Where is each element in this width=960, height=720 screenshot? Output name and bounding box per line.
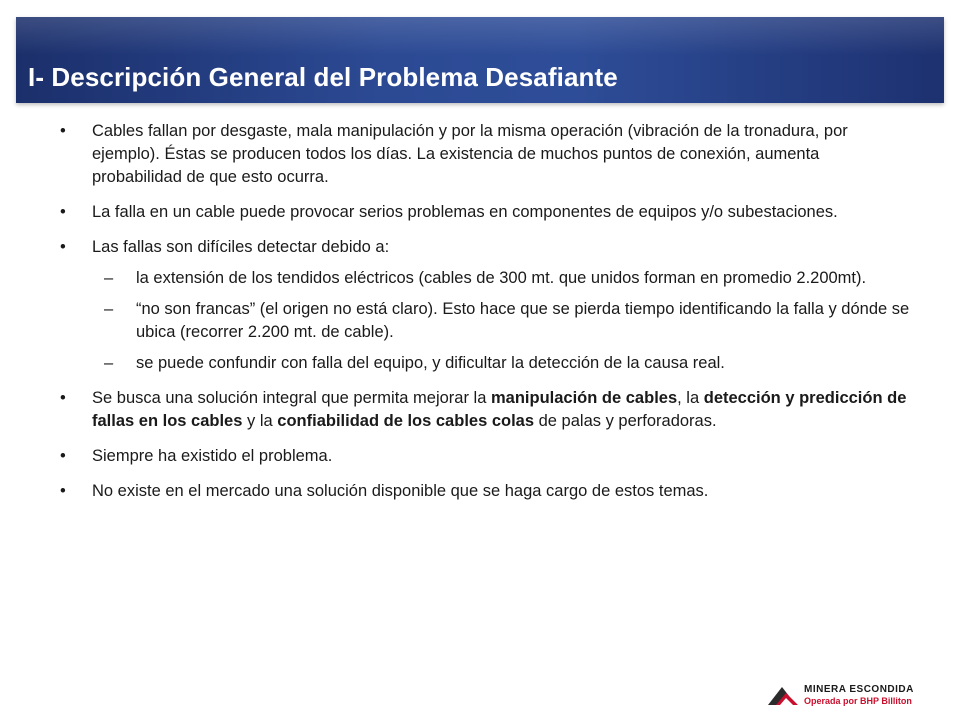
bullet-text: No existe en el mercado una solución disponible que se haga cargo de estos temas.	[92, 482, 709, 500]
sub-bullet-item-3	[60, 352, 910, 375]
text-run: y la	[242, 412, 278, 430]
dash-icon: –	[104, 269, 114, 287]
company-logo	[766, 681, 926, 711]
title-bar-sheen	[16, 17, 944, 55]
sub-bullet-text: la extensión de los tendidos eléctricos (cables de 300 mt. que unidos forman en promedio 2.200mt).	[136, 269, 867, 287]
bullet-item-3	[60, 236, 910, 259]
slide-title: I- Descripción General del Problema Desafiante	[28, 62, 618, 92]
bullet-item-4	[60, 387, 910, 433]
bullet-list	[60, 120, 910, 515]
dash-icon: –	[104, 354, 114, 372]
bold-text-run: manipulación de cables	[490, 389, 678, 407]
bullet-icon: •	[60, 203, 66, 221]
bullet-icon: •	[60, 482, 66, 500]
dash-icon: –	[104, 300, 114, 318]
bullet-icon: •	[60, 238, 66, 256]
text-run: de palas y perforadoras.	[534, 412, 717, 430]
bullet-text: Cables fallan por desgaste, mala manipulación y por la misma operación (vibración de la tronadura, por ejemplo). Éstas se producen todos los días. La existencia de muchos puntos de conexión, aumenta probabilidad de que esto ocurra.	[92, 122, 848, 186]
bullet-icon: •	[60, 389, 66, 407]
sub-bullet-text: se puede confundir con falla del equipo, y dificultar la detección de la causa real.	[136, 354, 725, 372]
bullet-text: Siempre ha existido el problema.	[92, 447, 333, 465]
bullet-item-6	[60, 480, 910, 503]
logo-subtitle: Operada por BHP Billiton	[804, 696, 912, 706]
sub-bullet-item-2	[60, 298, 910, 344]
logo-name: MINERA ESCONDIDA	[804, 684, 914, 695]
bullet-item-1	[60, 120, 910, 189]
bullet-icon: •	[60, 122, 66, 140]
title-bar	[16, 17, 944, 103]
bullet-text	[92, 387, 910, 433]
bold-text-run: confiabilidad de los cables colas	[277, 412, 535, 430]
bullet-icon: •	[60, 447, 66, 465]
bullet-text: Las fallas son difíciles detectar debido a:	[92, 238, 390, 256]
bold-text-run: detección y predicción de fallas en los cables	[92, 389, 907, 430]
bullet-item-2	[60, 201, 910, 224]
text-run: Se busca una solución integral que permita mejorar la	[92, 389, 491, 407]
mountain-logo-icon	[766, 681, 802, 707]
bullet-text: La falla en un cable puede provocar serios problemas en componentes de equipos y/o subestaciones.	[92, 203, 838, 221]
bullet-item-5	[60, 445, 910, 468]
text-run: , la	[677, 389, 704, 407]
sub-bullet-text: “no son francas” (el origen no está claro). Esto hace que se pierda tiempo identificando la falla y dónde se ubica (recorrer 2.200 mt. de cable).	[136, 300, 910, 341]
sub-bullet-item-1	[60, 267, 910, 290]
